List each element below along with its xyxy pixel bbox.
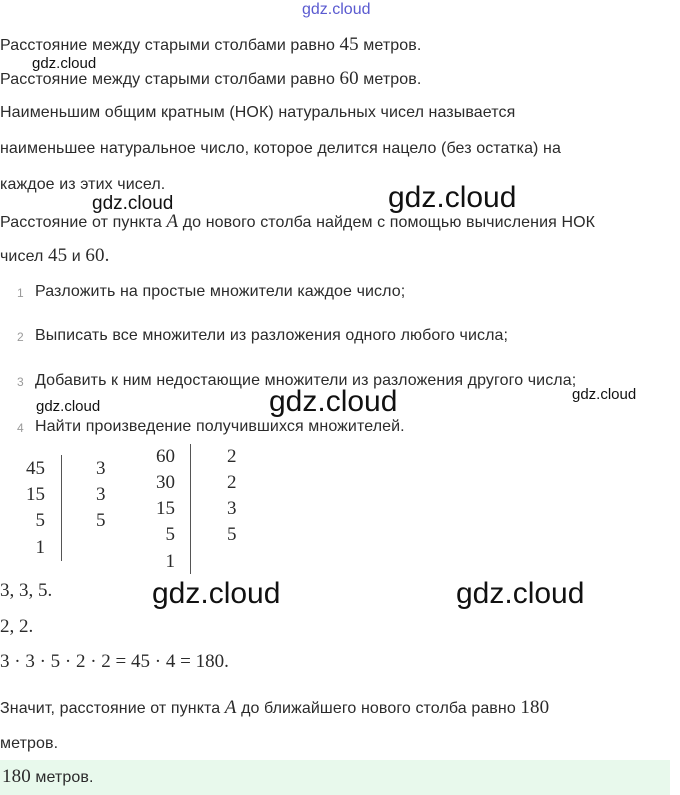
point-a: A bbox=[166, 211, 179, 232]
factors-result-1: 3, 3, 5. bbox=[0, 580, 53, 601]
step-number: 4 bbox=[17, 421, 24, 435]
watermark-small: gdz.cloud bbox=[36, 398, 101, 415]
factor-divider bbox=[61, 455, 62, 561]
text: и bbox=[71, 248, 81, 265]
nok-definition-line-3: каждое из этих чисел. bbox=[0, 176, 166, 193]
watermark-small: gdz.cloud bbox=[572, 386, 637, 403]
watermark-top: gdz.cloud bbox=[302, 1, 371, 18]
step-text: Найти произведение получившихся множителей. bbox=[35, 418, 405, 435]
text: Расстояние между старыми столбами равно bbox=[0, 37, 335, 54]
factor-number: 15 bbox=[26, 484, 45, 505]
prime-factor: 5 bbox=[96, 510, 106, 531]
watermark-large: gdz.cloud bbox=[152, 577, 281, 610]
nok-definition-line-2: наименьшее натуральное число, которое делится нацело (без остатка) на bbox=[0, 140, 561, 157]
watermark-large: gdz.cloud bbox=[388, 181, 517, 214]
prime-factor: 3 bbox=[227, 498, 237, 519]
text: метров. bbox=[35, 769, 94, 786]
step-number: 3 bbox=[17, 375, 24, 389]
text: Значит, расстояние от пункта bbox=[0, 700, 221, 717]
text: Расстояние от пункта bbox=[0, 214, 162, 231]
factor-number: 15 bbox=[156, 498, 175, 519]
nok-definition-line-1: Наименьшим общим кратным (НОК) натуральных чисел называется bbox=[0, 104, 516, 121]
watermark-large: gdz.cloud bbox=[456, 577, 585, 610]
answer-text bbox=[2, 766, 94, 788]
math-number: 180 bbox=[2, 766, 31, 787]
math-number: 45 bbox=[339, 34, 359, 55]
factor-number: 5 bbox=[165, 524, 175, 545]
prime-factor: 5 bbox=[227, 524, 237, 545]
math-number: 45 bbox=[48, 245, 68, 266]
distance-line-2 bbox=[0, 245, 109, 267]
distance-line bbox=[0, 211, 595, 233]
step-text: Разложить на простые множители каждое число; bbox=[35, 283, 406, 300]
text: до ближайшего нового столба равно bbox=[241, 700, 516, 717]
factor-divider bbox=[190, 444, 191, 574]
conclusion-line-2: метров. bbox=[0, 735, 59, 752]
prime-factor: 3 bbox=[96, 484, 106, 505]
watermark-small: gdz.cloud bbox=[92, 193, 174, 214]
step-number: 2 bbox=[17, 330, 24, 344]
step-text: Добавить к ним недостающие множители из разложения другого числа; bbox=[35, 372, 577, 389]
text: метров. bbox=[363, 71, 422, 88]
old-pillars-line-2 bbox=[0, 68, 421, 90]
factor-number: 45 bbox=[26, 458, 45, 479]
step-text: Выписать все множители из разложения одного любого числа; bbox=[35, 327, 509, 344]
prime-factor: 3 bbox=[96, 458, 106, 479]
text: метров. bbox=[363, 37, 422, 54]
factors-result-2: 2, 2. bbox=[0, 616, 34, 637]
step-number: 1 bbox=[17, 286, 24, 300]
product-equation: 3 · 3 · 5 · 2 · 2 = 45 · 4 = 180. bbox=[0, 651, 229, 672]
factor-number: 60 bbox=[156, 446, 175, 467]
math-number: 180 bbox=[520, 697, 550, 718]
watermark-large: gdz.cloud bbox=[269, 385, 398, 418]
math-number: 60. bbox=[85, 245, 110, 266]
watermark-small: gdz.cloud bbox=[32, 55, 97, 72]
text: чисел bbox=[0, 248, 44, 265]
factor-number: 1 bbox=[165, 551, 175, 572]
old-pillars-line-1 bbox=[0, 34, 421, 56]
text: Расстояние между старыми столбами равно bbox=[0, 71, 335, 88]
conclusion-line bbox=[0, 697, 549, 719]
point-a: A bbox=[224, 697, 237, 718]
factor-number: 5 bbox=[35, 510, 45, 531]
prime-factor: 2 bbox=[227, 446, 237, 467]
answer-box bbox=[0, 760, 670, 795]
text: до нового столба найдем с помощью вычисления НОК bbox=[182, 214, 596, 231]
factor-number: 1 bbox=[35, 537, 45, 558]
prime-factor: 2 bbox=[227, 472, 237, 493]
factor-number: 30 bbox=[156, 472, 175, 493]
math-number: 60 bbox=[339, 68, 359, 89]
